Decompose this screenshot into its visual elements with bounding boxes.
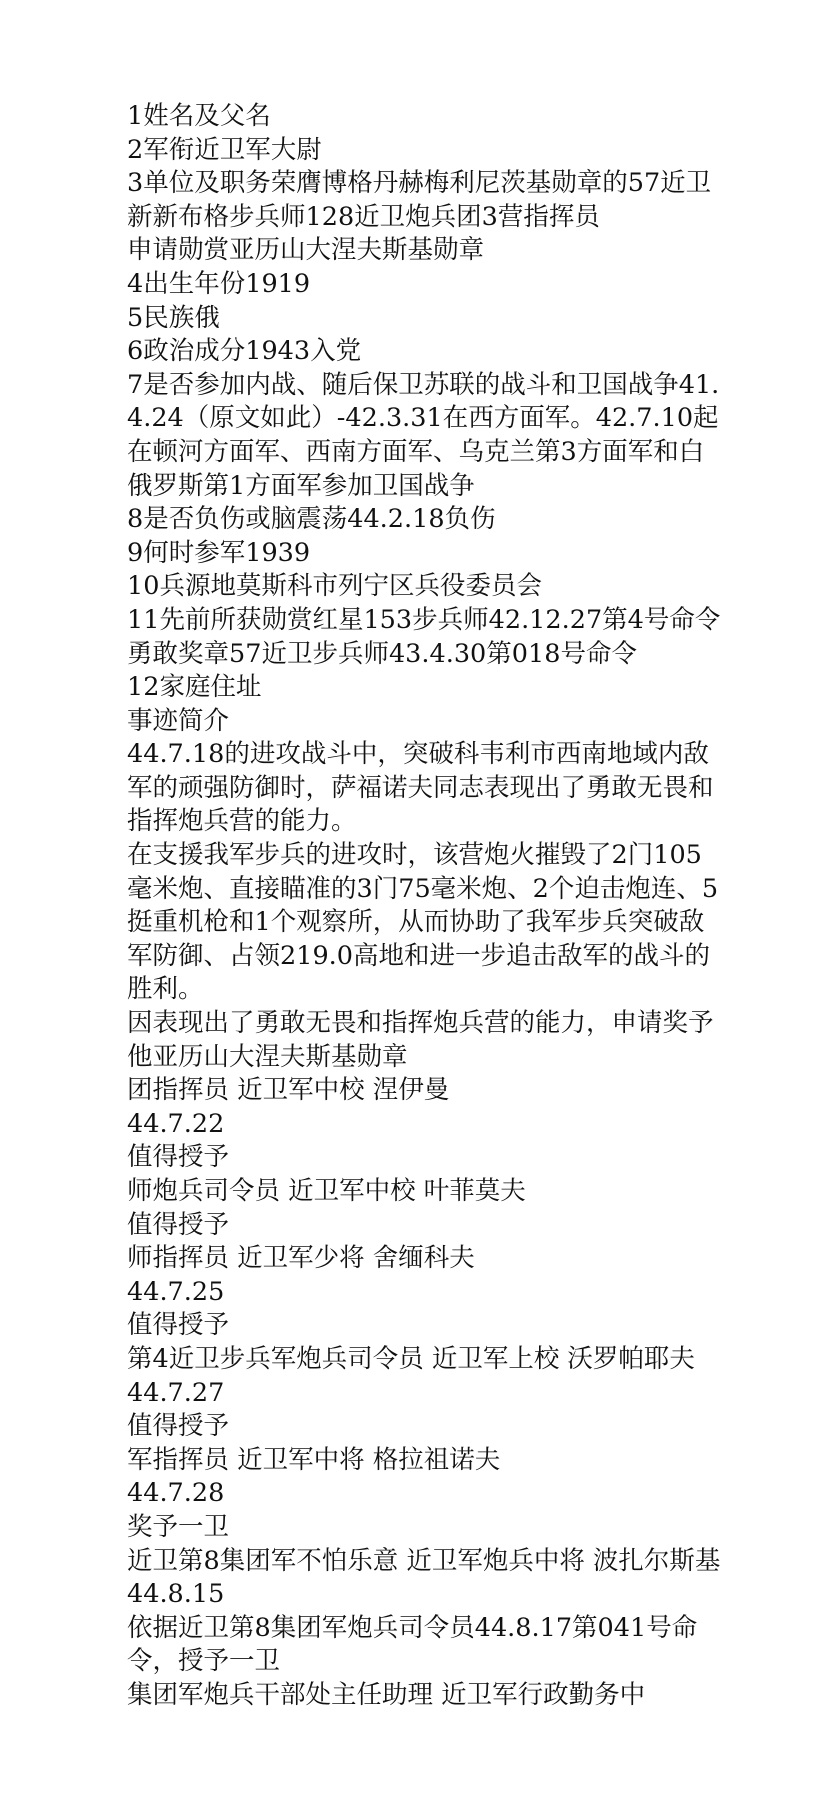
text-line: 集团军炮兵干部处主任助理 近卫军行政勤务中 — [127, 1679, 646, 1710]
text-line: 44.7.28 — [127, 1478, 225, 1509]
text-line: 9何时参军1939 — [127, 537, 311, 568]
text-line: 44.7.18的进攻战斗中，突破科韦利市西南地域内敌军的顽强防御时，萨福诺夫同志表现出了勇敢无畏和指挥炮兵营的能力。 — [127, 739, 714, 837]
text-line: 8是否负伤或脑震荡44.2.18负伤 — [127, 504, 496, 535]
text-line: 军指挥员 近卫军中将 格拉祖诺夫 — [127, 1444, 501, 1475]
text-line: 近卫第8集团军不怕乐意 近卫军炮兵中将 波扎尔斯基 — [127, 1545, 721, 1576]
text-line: 1姓名及父名 — [127, 101, 271, 131]
text-line: 在支援我军步兵的进攻时，该营炮火摧毁了2门105毫米炮、直接瞄准的3门75毫米炮、2个迫击炮连、5挺重机枪和1个观察所，从而协助了我军步兵突破敌军防御、占领219.0高地和进一步追击敌军的战斗的胜利。 — [127, 840, 719, 1005]
text-line: 值得授予 — [127, 1209, 230, 1240]
text-line: 师指挥员 近卫军少将 舍缅科夫 — [127, 1243, 475, 1274]
document-body — [127, 100, 727, 1713]
text-line: 44.8.15 — [127, 1579, 225, 1610]
text-line: 11先前所获勋赏红星153步兵师42.12.27第4号命令 — [127, 604, 721, 635]
text-line: 勇敢奖章57近卫步兵师43.4.30第018号命令 — [127, 638, 637, 669]
text-line: 第4近卫步兵军炮兵司令员 近卫军上校 沃罗帕耶夫 — [127, 1343, 695, 1374]
text-line: 12家庭住址 — [127, 672, 262, 703]
text-line: 师炮兵司令员 近卫军中校 叶菲莫夫 — [127, 1176, 526, 1206]
text-line: 申请勋赏亚历山大涅夫斯基勋章 — [127, 235, 485, 266]
text-line: 因表现出了勇敢无畏和指挥炮兵营的能力，申请奖予他亚历山大涅夫斯基勋章 — [127, 1008, 714, 1072]
text-line: 奖予一卫 — [127, 1511, 230, 1542]
text-line: 10兵源地莫斯科市列宁区兵役委员会 — [127, 571, 542, 602]
text-line: 值得授予 — [127, 1310, 230, 1341]
text-line: 44.7.27 — [127, 1377, 225, 1408]
text-line: 7是否参加内战、随后保卫苏联的战斗和卫国战争41.4.24（原文如此）-42.3.31在西方面军。42.7.10起在顿河方面军、西南方面军、乌克兰第3方面军和白俄罗斯第1方面军参加卫国战争 — [127, 369, 720, 501]
text-line: 44.7.25 — [127, 1276, 225, 1307]
text-line: 3单位及职务荣膺博格丹赫梅利尼茨基勋章的57近卫新新布格步兵师128近卫炮兵团3营指挥员 — [127, 168, 712, 232]
text-line: 2军衔近卫军大尉 — [127, 134, 322, 165]
text-line: 值得授予 — [127, 1411, 230, 1442]
text-line: 6政治成分1943入党 — [127, 336, 362, 367]
text-line: 5民族俄 — [127, 302, 220, 333]
text-line: 团指挥员 近卫军中校 涅伊曼 — [127, 1075, 450, 1106]
text-line: 事迹简介 — [127, 705, 230, 736]
text-line: 44.7.22 — [127, 1108, 225, 1139]
text-line: 值得授予 — [127, 1142, 230, 1173]
text-line: 依据近卫第8集团军炮兵司令员44.8.17第041号命令，授予一卫 — [127, 1612, 698, 1677]
text-line: 4出生年份1919 — [127, 268, 311, 299]
